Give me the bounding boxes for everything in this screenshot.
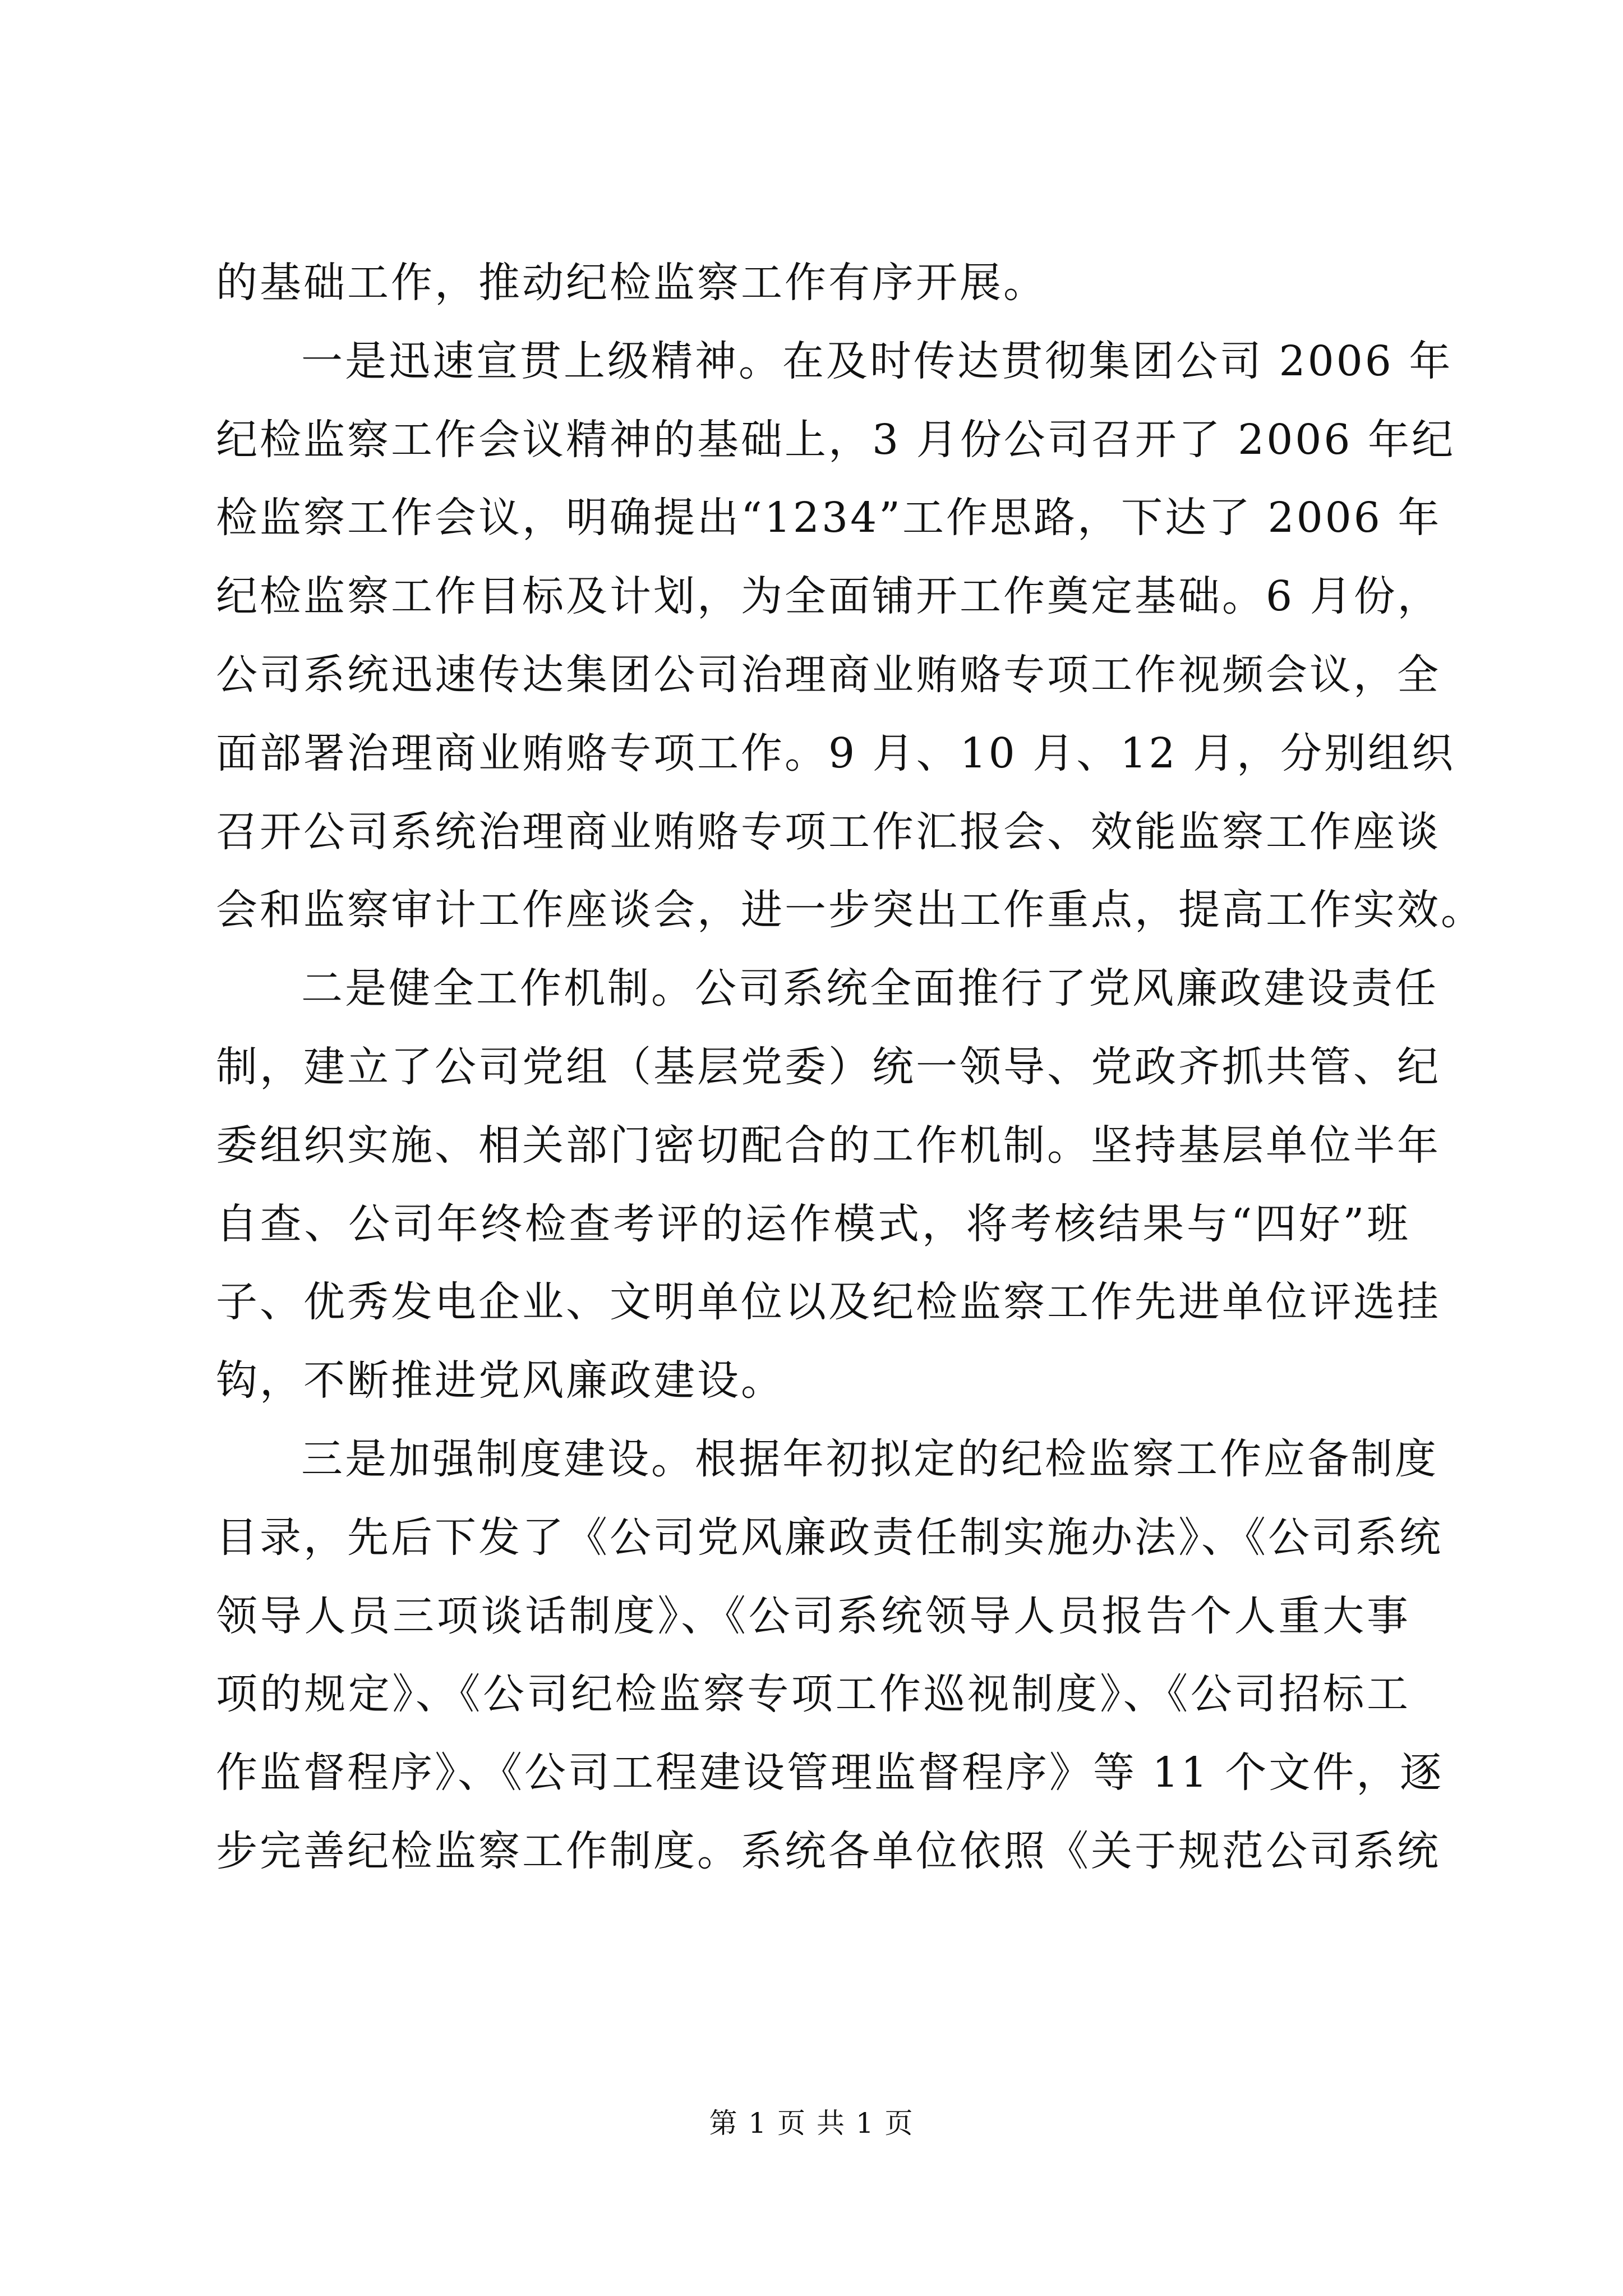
- text-line: 会和监察审计工作座谈会，进一步突出工作重点，提高工作实效。: [216, 886, 1484, 935]
- text-line: 自查、公司年终检查考评的运作模式，将考核结果与“四好”班: [216, 1199, 1410, 1248]
- text-line: 领导人员三项谈话制度》、《公司系统领导人员报告个人重大事: [216, 1591, 1410, 1640]
- text-line: 子、优秀发电企业、文明单位以及纪检监察工作先进单位评选挂: [216, 1278, 1441, 1327]
- text-line: 纪检监察工作会议精神的基础上，3 月份公司召开了 2006 年纪: [216, 415, 1455, 464]
- text-line: 检监察工作会议，明确提出“1234”工作思路，下达了 2006 年: [216, 494, 1442, 542]
- text-line: 步完善纪检监察工作制度。系统各单位依照《关于规范公司系统: [216, 1826, 1441, 1875]
- document-body: [216, 244, 1484, 1891]
- text-line: 公司系统迅速传达集团公司治理商业贿赂专项工作视频会议，全: [216, 650, 1441, 699]
- text-line: 一是迅速宣贯上级精神。在及时传达贯彻集团公司 2006 年: [301, 337, 1453, 385]
- text-line: 制，建立了公司党组（基层党委）统一领导、党政齐抓共管、纪: [216, 1042, 1441, 1091]
- page-footer: 第 1 页 共 1 页: [709, 2107, 914, 2139]
- text-line: 的基础工作，推动纪检监察工作有序开展。: [216, 259, 1047, 307]
- text-line: 三是加强制度建设。根据年初拟定的纪检监察工作应备制度: [301, 1434, 1438, 1483]
- text-line: 项的规定》、《公司纪检监察专项工作巡视制度》、《公司招标工: [216, 1670, 1410, 1719]
- text-line: 纪检监察工作目标及计划，为全面铺开工作奠定基础。6 月份，: [216, 572, 1441, 621]
- text-line: 召开公司系统治理商业贿赂专项工作汇报会、效能监察工作座谈: [216, 807, 1441, 856]
- text-line: 目录，先后下发了《公司党风廉政责任制实施办法》、《公司系统: [216, 1513, 1443, 1562]
- text-line: 面部署治理商业贿赂专项工作。9 月、10 月、12 月，分别组织: [216, 729, 1455, 777]
- text-line: 作监督程序》、《公司工程建设管理监督程序》等 11 个文件，逐: [216, 1749, 1444, 1797]
- text-line: 二是健全工作机制。公司系统全面推行了党风廉政建设责任: [301, 964, 1438, 1013]
- text-line: 委组织实施、相关部门密切配合的工作机制。坚持基层单位半年: [216, 1121, 1441, 1170]
- text-line: 钩，不断推进党风廉政建设。: [216, 1356, 785, 1405]
